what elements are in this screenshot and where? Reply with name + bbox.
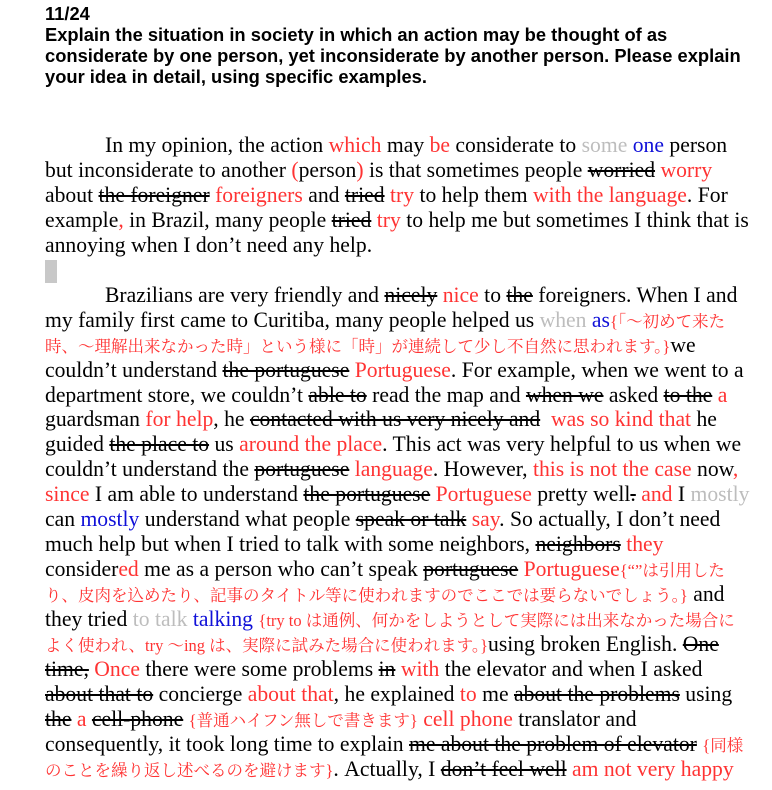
essay-header: [45, 3, 767, 87]
essay-text: consequently, it took long time to explain: [45, 731, 410, 756]
inserted-correction: Portuguese: [435, 482, 532, 507]
essay-text: about: [45, 182, 99, 207]
essay-text: to help me but sometimes I think that is: [400, 207, 749, 232]
essay-line: [45, 707, 767, 732]
essay-text: . For: [686, 182, 728, 207]
struck-out-text: nicely: [384, 282, 438, 307]
suggested-word: mostly: [80, 507, 140, 532]
essay-text: . For example, when we went to a: [450, 357, 744, 382]
inserted-correction: Portuguese: [354, 357, 451, 382]
essay-text: to help them: [414, 182, 534, 207]
essay-line: [45, 333, 767, 358]
essay-text: can: [45, 507, 81, 532]
inserted-correction: (: [291, 157, 299, 182]
essay-text: and: [687, 582, 725, 607]
struck-out-text: the: [506, 282, 533, 307]
essay-line: [45, 233, 767, 258]
essay-text: read the map and: [366, 382, 526, 407]
struck-out-text: about the problems: [513, 681, 680, 706]
inserted-correction: about that: [247, 681, 334, 706]
struck-out-text: able to: [308, 382, 367, 407]
inserted-correction: Portuguese: [523, 557, 620, 582]
prompt-line: Explain the situation in society in which an action may be thought of as: [45, 24, 668, 45]
essay-text: . Actually, I: [333, 756, 441, 781]
inserted-correction: this is not the case: [532, 457, 692, 482]
essay-text: is that sometimes people: [363, 157, 588, 182]
selection-marker: [45, 260, 57, 283]
essay-text: person: [298, 157, 357, 182]
correction-note: り、皮肉を込めたり、記事のタイトル等に使われますのでここでは要らないでしょう。}: [45, 586, 688, 606]
correction-note: {「〜初めて来た: [609, 311, 726, 331]
essay-line: [45, 757, 767, 782]
essay-line: [45, 308, 767, 333]
essay-text: concierge: [153, 681, 248, 706]
essay-line: [45, 183, 767, 208]
essay-line: [45, 432, 767, 457]
essay-text: couldn’t understand the: [45, 457, 255, 482]
struck-out-text: about that to: [45, 681, 154, 706]
struck-out-text: to the: [663, 382, 713, 407]
essay-line: [45, 657, 767, 682]
struck-out-text: the place to: [109, 432, 210, 457]
inserted-correction: for help: [145, 407, 214, 432]
struck-out-text: portuguese: [254, 457, 350, 482]
essay-line: [45, 682, 767, 707]
essay-text: couldn’t understand: [45, 357, 223, 382]
essay-line: [45, 358, 767, 383]
inserted-correction: since: [45, 482, 90, 507]
essay-line: [45, 383, 767, 408]
inserted-correction: to: [459, 681, 477, 706]
essay-text: me: [476, 681, 514, 706]
struck-out-text: the: [45, 706, 72, 731]
struck-out-text: contacted with us very nicely and: [249, 407, 541, 432]
struck-out-text: don’t feel well: [440, 756, 567, 781]
essay-text: Brazilians are very friendly and: [105, 282, 385, 307]
essay-text: In my opinion, the action: [105, 133, 329, 157]
essay-text: much help but when I tried to talk with some neighbors,: [45, 532, 536, 557]
correction-note: {同様: [702, 735, 744, 755]
essay-text: he: [691, 407, 717, 432]
struck-out-text: in: [378, 657, 396, 682]
inserted-correction: with: [400, 657, 440, 682]
suggested-word: talking: [192, 607, 253, 632]
inserted-correction: Once: [94, 657, 140, 682]
page-counter: 11/24: [45, 3, 90, 24]
inserted-correction: around the place: [239, 432, 383, 457]
essay-text: considerate to: [450, 133, 582, 157]
inserted-correction: ,: [732, 457, 739, 482]
essay-text: understand what people: [139, 507, 356, 532]
correction-note: のことを繰り返し述べるのを避けます}: [45, 760, 334, 780]
empty-line: [45, 258, 767, 283]
essay-text: consider: [45, 557, 119, 582]
struck-out-text: when we: [525, 382, 604, 407]
essay-text: pretty well: [531, 482, 631, 507]
inserted-correction: say: [471, 507, 500, 532]
essay-line: [45, 407, 767, 432]
suggested-word: as: [591, 307, 610, 332]
struck-out-text: One: [682, 632, 719, 657]
essay-text: using broken English.: [488, 632, 683, 657]
greyed-out-word: some: [581, 133, 628, 157]
inserted-correction: and: [641, 482, 673, 507]
essay-text: department store, we couldn’t: [45, 382, 309, 407]
essay-line: [45, 158, 767, 183]
essay-text: person: [663, 133, 728, 157]
struck-out-text: worried: [587, 157, 656, 182]
essay-text: in Brazil, many people: [123, 207, 332, 232]
essay-body: [45, 133, 767, 782]
inserted-correction: try: [376, 207, 401, 232]
greyed-out-word: mostly: [690, 482, 750, 507]
inserted-correction: am not very happy: [572, 756, 734, 781]
essay-text: to: [478, 282, 507, 307]
essay-text: . So actually, I don’t need: [499, 507, 721, 532]
essay-line: [45, 582, 767, 607]
essay-text: they tried: [45, 607, 133, 632]
correction-note: {“”は引用した: [619, 561, 725, 581]
inserted-correction: try: [389, 182, 415, 207]
suggested-word: one: [632, 133, 664, 157]
essay-text: we: [670, 332, 696, 357]
essay-line: [45, 457, 767, 482]
struck-out-text: cell-phone: [91, 706, 184, 731]
essay-line: [45, 607, 767, 632]
struck-out-text: the portuguese: [222, 357, 350, 382]
struck-out-text: .: [630, 482, 636, 507]
inserted-correction: ,: [118, 207, 124, 232]
struck-out-text: the portuguese: [303, 482, 431, 507]
inserted-correction: language: [354, 457, 433, 482]
essay-text: foreigners. When I and: [532, 282, 738, 307]
inserted-correction: ed: [118, 557, 139, 582]
essay-text: the elevator and when I asked: [439, 657, 703, 682]
essay-text: us: [209, 432, 240, 457]
essay-line: [45, 532, 767, 557]
struck-out-text: me about the problem of elevator: [409, 731, 697, 756]
inserted-correction: be: [429, 133, 451, 157]
prompt-line: your idea in detail, using specific examples.: [45, 66, 427, 87]
greyed-out-word: to talk: [132, 607, 188, 632]
struck-out-text: time,: [45, 657, 89, 682]
essay-text: guided: [45, 432, 110, 457]
prompt-line: considerate by one person, yet inconsiderate by another person. Please explain: [45, 45, 741, 66]
inserted-correction: foreigners: [215, 182, 303, 207]
essay-line: [45, 507, 767, 532]
inserted-correction: a: [717, 382, 728, 407]
essay-line: [45, 208, 767, 233]
essay-text: there were some problems: [139, 657, 379, 682]
inserted-correction: worry: [660, 157, 713, 182]
essay-text: using: [679, 681, 733, 706]
essay-text: I am able to understand: [89, 482, 304, 507]
essay-paragraph-2: [45, 283, 767, 782]
inserted-correction: which: [328, 133, 382, 157]
essay-text: my family first came to Curitiba, many people helped us: [45, 307, 540, 332]
essay-line: [45, 283, 767, 308]
struck-out-text: tried: [344, 182, 385, 207]
essay-text: me as a person who can’t speak: [138, 557, 424, 582]
essay-text: , he: [213, 407, 250, 432]
essay-text: , he explained: [333, 681, 460, 706]
essay-line: [45, 632, 767, 657]
essay-text: asked: [603, 382, 664, 407]
struck-out-text: neighbors: [535, 532, 621, 557]
struck-out-text: portuguese: [423, 557, 519, 582]
inserted-correction: nice: [442, 282, 479, 307]
inserted-correction: was so kind that: [545, 407, 692, 432]
essay-text: guardsman: [45, 407, 146, 432]
correction-note: 時、〜理解出来なかった時」という様に「時」が連続して少し不自然に思われます。}: [45, 336, 671, 356]
essay-paragraph-1: [45, 133, 767, 258]
essay-text: and: [302, 182, 345, 207]
essay-text: may: [381, 133, 430, 157]
inserted-correction: a: [76, 706, 87, 731]
essay-text: but inconsiderate to another: [45, 157, 292, 182]
essay-text: translator and: [512, 706, 637, 731]
essay-text: I: [672, 482, 691, 507]
struck-out-text: speak or talk: [355, 507, 467, 532]
essay-text: now: [691, 457, 733, 482]
essay-text: example: [45, 207, 119, 232]
essay-text: annoying when I don’t need any help.: [45, 232, 373, 257]
inserted-correction: ): [356, 157, 364, 182]
essay-line: [45, 732, 767, 757]
greyed-out-word: when: [539, 307, 587, 332]
correction-note: {普通ハイフン無しで書きます}: [188, 710, 418, 730]
inserted-correction: they: [626, 532, 664, 557]
inserted-correction: with the language: [533, 182, 687, 207]
correction-note: {try to は通例、何かをしようとして実際には出来なかった場合に: [258, 611, 735, 631]
essay-line: [45, 133, 767, 158]
struck-out-text: tried: [331, 207, 372, 232]
essay-line: [45, 557, 767, 582]
essay-text: . However,: [432, 457, 533, 482]
struck-out-text: the foreigner: [98, 182, 210, 207]
inserted-correction: cell phone: [423, 706, 513, 731]
correction-note: よく使われ、try 〜ing は、実際に試みた場合に使われます。}: [45, 636, 489, 656]
essay-line: [45, 482, 767, 507]
essay-text: . This act was very helpful to us when we: [382, 432, 742, 457]
